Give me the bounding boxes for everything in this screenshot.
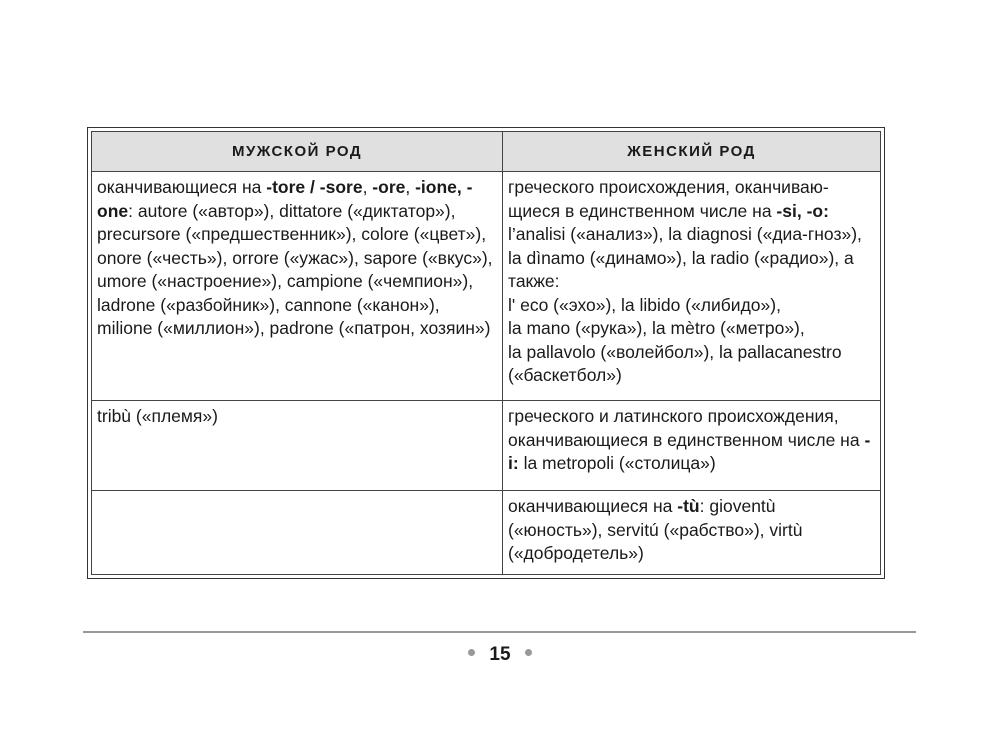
cell-masculine-2: tribù («племя») — [92, 401, 503, 491]
footer-rule — [83, 631, 916, 633]
table-row — [92, 401, 881, 491]
cell-feminine-2: греческого и латинского происхождения, оканчивающиеся в единственном числе на -i: la metropoli («столица») — [503, 401, 881, 491]
table-row — [92, 491, 881, 575]
page-number: 15 — [489, 644, 511, 665]
cell-masculine-3 — [92, 491, 503, 575]
table-row — [92, 172, 881, 401]
cell-masculine-1: оканчивающиеся на -tore / -sore, -ore, -ione, -one: autore («автор»), dittatore («диктатор»), precursore («предшественник»), colore («цвет»), onore («честь»), orrore («ужас»), sapore («вкус»), umore («настроение»), campione («чемпион»), ladrone («разбойник»), cannone («канон»), milione («миллион»), padrone («патрон, хозяин») — [92, 172, 503, 401]
page-footer — [0, 644, 1000, 666]
header-masculine: МУЖСКОЙ РОД — [92, 132, 503, 172]
bullet-dot-icon — [468, 649, 475, 656]
cell-feminine-3: оканчивающиеся на -tù: gioventù («юность»), servitú («рабство»), virtù («добродетель») — [503, 491, 881, 575]
cell-feminine-1: греческого происхождения, оканчиваю-щиеся в единственном числе на -si, -o: l’analisi («анализ»), la diagnosi («диа-гноз»), la dìnamo («динамо»), la radio («радио»), а также: l' eco («эхо»), la libido («либидо»), la mano («рука»), la mètro («метро»), la pallavolo («волейбол»), la pallacanestro («баскетбол») — [503, 172, 881, 401]
gender-table-frame — [87, 127, 885, 579]
bullet-dot-icon — [525, 649, 532, 656]
header-feminine: ЖЕНСКИЙ РОД — [503, 132, 881, 172]
table-header-row — [92, 132, 881, 172]
gender-table — [91, 131, 881, 575]
